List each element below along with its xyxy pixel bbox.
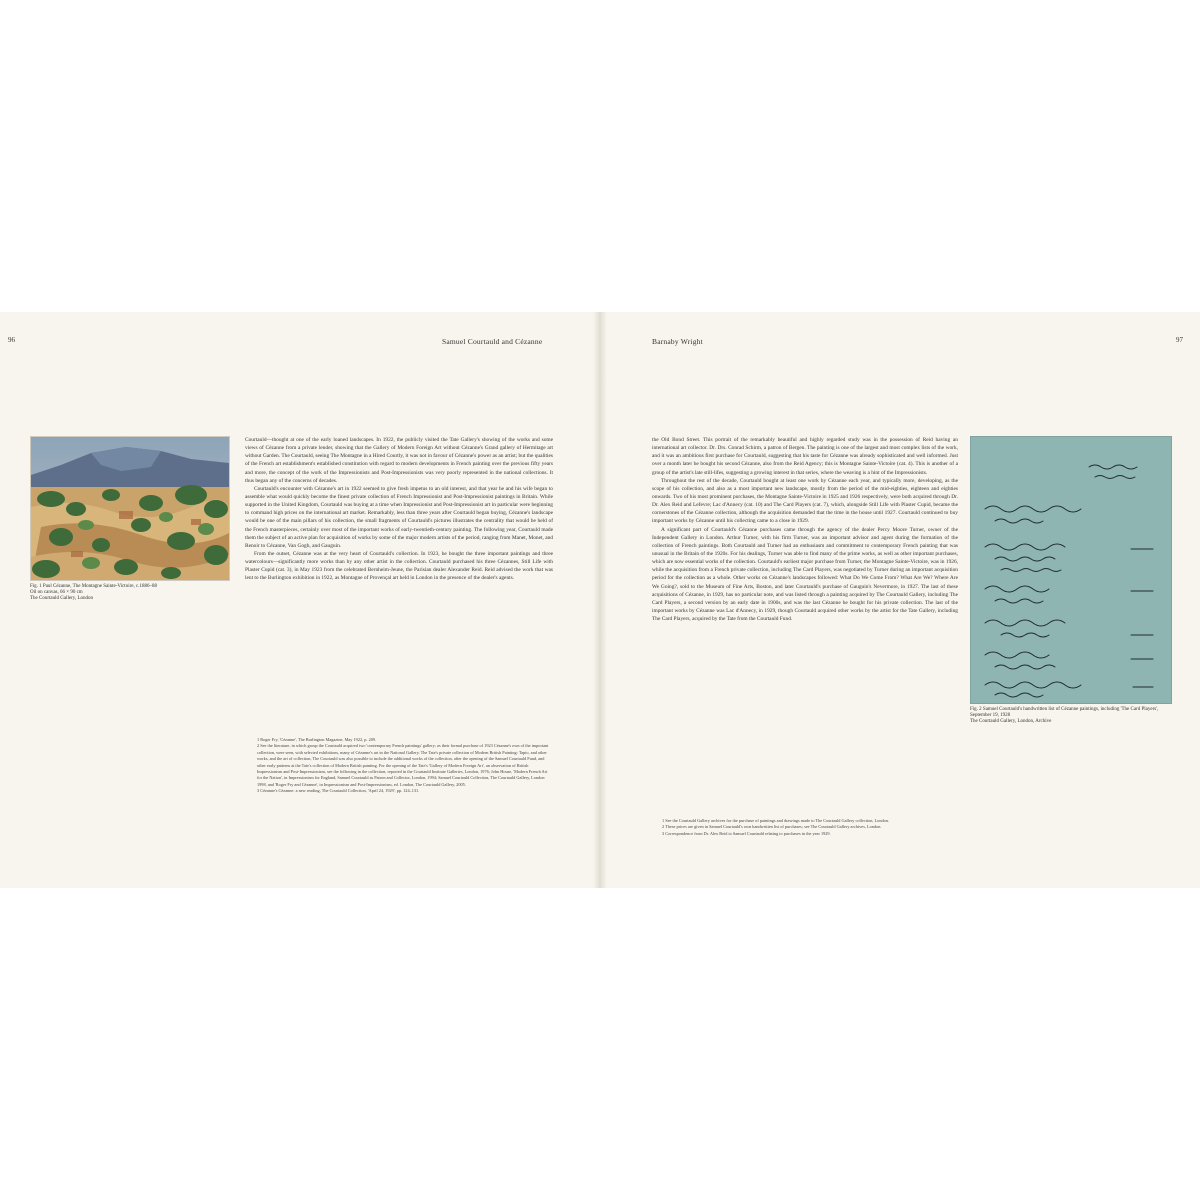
endnotes-left xyxy=(257,737,553,795)
landscape-painting-figure xyxy=(30,436,230,581)
figure-caption-right xyxy=(970,707,1175,725)
page-number-right: 97 xyxy=(1176,336,1183,344)
endnote: 1 See the Courtauld Gallery archives for the purchase of paintings and drawings made to The Courtauld Gallery collection, London. xyxy=(662,818,889,823)
body-text-right xyxy=(652,436,958,814)
figure-caption-line: Fig. 1 Paul Cézanne, The Montagne Sainte-Victoire, c.1886–88 xyxy=(30,584,157,589)
running-head-left: Samuel Courtauld and Cézanne xyxy=(442,337,543,346)
figure-caption-left xyxy=(30,584,230,602)
body-text-left xyxy=(245,436,553,718)
endnote: 2 See the literature, in which group the Courtauld acquired two 'contemporary French paintings' gallery; as their formal purchase of 1923 Cézanne's own of the important collection, were seen, with selected exhibitions, many of Cézanne's art in the National Gallery. The Tate's private collection of Modern British Painting: Tapio, and other works, and the art of collection, The Courtauld was also possible to include the additional works of the collection, after the opening of the Samuel Courtauld Fund, and other early patterns at the Tate's collection of Modern British painting. For the opening of the Tate's 'Gallery of Modern Foreign Art', an observation of British Impressionism and Post-Impressionism, see the following in the collection, reported in the Courtauld Institute Galleries, London, 1976; John House, 'Modern French Art for the Nation', in Impressionism for England, Samuel Courtauld as Patron and Collector, London, 1994; Samuel Courtauld Collection, The Courtauld Gallery, London 1998, and 'Roger Fry and Cézanne', in Impressionism and Post-Impressionism, ed. London, The Courtauld Gallery, 2005. xyxy=(257,743,549,787)
handwritten-list-figure xyxy=(970,436,1172,704)
endnote: 1 Roger Fry, 'Cézanne', The Burlington Magazine, May 1922, p. 209. xyxy=(257,737,377,742)
paragraph: Throughout the rest of the decade, Courtauld bought at least one work by Cézanne each year, and typically more, developing, as the scope of his collection, and also as a most important new landscape, mostly from the period of the mid-eighties, eighteen and eighties onwards. Two of his most prominent purchases, the Montagne Sainte-Victoire in 1925 and 1926 respectively, were both acquired through Dr. Dr. Alex Reid and Lefevre; Lac d'Annecy (cat. 10) and The Card Players (cat. 7), which, alongside Still Life with Plaster Cupid, became the cornerstones of the Cézanne collection, although the acquisition demanded that the time in the house until 1927. Courtauld continued to buy important works by Cézanne until his collecting came to a close in 1929. xyxy=(652,477,958,525)
running-head-right: Barnaby Wright xyxy=(652,337,703,346)
figure-caption-line: The Courtauld Gallery, London xyxy=(30,596,93,601)
figure-caption-line: The Courtauld Gallery, London, Archive xyxy=(970,719,1052,724)
endnotes-right xyxy=(662,818,958,837)
landscape-painting-image xyxy=(31,437,229,580)
page-number-left: 96 xyxy=(8,336,15,344)
paragraph: Courtauld's encounter with Cézanne's art in 1922 seemed to give fresh impetus to an old interest, and that year he and his wife began to assemble what would quickly become the finest private collection of French Impressionist and Post-Impressionist paintings in Britain. While supported in the United Kingdom, Courtauld was buying at a time when Impressionist and Post-Impressionist art in particular were beginning to command high prices on the international art market. Remarkably, less than three years after Courtauld began buying, Cézanne's landscape would be one of the main pillars of his collection, the small fragments of Courtauld's pictures illustrates the centrality that would be held of the French masterpieces, certainly over most of the important works of early-twentieth-century painting. The following year, Courtauld made them the subject of an active plan for acquisition of works by some of the major modern artists of the period, ranging from Manet, Monet, and Renoir to Cézanne, Van Gogh, and Gauguin. xyxy=(245,485,553,549)
paragraph: the Old Bond Street. This portrait of the remarkably beautiful and highly regarded study was in the possession of Reid having an international art collector. Dr. Drs. Conrad Schirm, a patron of Bergen. The painting is one of the largest and most complex lists of the work, and it was an ambitious first purchase for Courtauld, suggesting that his taste for Cézanne was already sophisticated and well informed. Just over a month later he bought his second Cézanne, also from the Reid Agency; this is Montagne Sainte-Victoire (cat. 4). This is another of a group of the artist's late still-lifes, suggesting a growing interest in that series, where the weaving is a hint of the Impressionists. xyxy=(652,437,958,476)
endnote: 2 These prices are given in Samuel Courtauld's own handwritten list of purchases; see The Courtauld Gallery archives, London. xyxy=(662,824,882,830)
endnote: 3 Cézanne's Cézanne: a new reading, The Courtauld Collection, 'April 24, 1929', pp. 124–131. xyxy=(257,788,420,794)
endnote: 3 Correspondence from Dr. Alex Reid to Samuel Courtauld relating to purchases in the year 1929. xyxy=(662,830,831,836)
figure-caption-line: Fig. 2 Samuel Courtauld's handwritten list of Cézanne paintings, including 'The Card Players', September 19, 1928 xyxy=(970,707,1159,718)
paragraph: Courtauld—thought at one of the early loaned landscapes. In 1922, the publicly visited the Tate Gallery's showing of the works and some views of Cézanne from a private lender, showing that the Gallery of Modern Foreign Art without Cézanne's Grand gallery of Hermitage art without Garden. The Courtauld, seeing The Montagne in a Hired Courtly, it was not in favour of Cézanne's power as an artist; but the qualities of the French art establishment's established constitution with regard to modern developments in French painting over the previous fifty years and more, the concept of the work of the Impressionists and Post-Impressionists was very poorly represented in the national collections. It thus began any of the concerns of decades. xyxy=(245,437,553,484)
book-spread xyxy=(0,312,1200,888)
book-gutter xyxy=(593,312,607,888)
figure-caption-line: Oil on canvas, 66 × 90 cm xyxy=(30,590,83,595)
handwritten-list-image xyxy=(971,437,1171,703)
paragraph: From the outset, Cézanne was at the very heart of Courtauld's collection. In 1923, he bought the three important paintings and three watercolours—significantly more works than by any other artist in the collection. Courtauld purchased his three Cézannes, Still Life with Plaster Cupid (cat. 3), in May 1923 from the celebrated Bernheim-Jeune, the Parisian dealer Alexander Reid. Reid advised the work that was lent to the Burlington exhibition in 1922, as Montagne of Provençal art held in London in the presence of the dealer's agents. xyxy=(245,550,553,582)
paragraph: A significant part of Courtauld's Cézanne purchases came through the agency of the dealer Percy Moore Turner, owner of the Independent Gallery in London. Arthur Turner, with his firm Turner, was an important advisor and agent during the formation of the collection of French paintings. Both Courtauld and Turner had an enthusiasm and commitment to contemporary French painting that was unusual in the Britain of the 1920s. For his dealings, Turner was able to find many of the prime works, as well as other important purchases, which are now essential works of the collection. Courtauld's earliest major purchase from Turner, the Montagne Sainte-Victoire, was in 1926, while the acquisition from a French private collection, including The Card Players, was negotiated by Turner during an important acquisition period for the collection as a whole. Other works on Cézanne's landscapes followed: What Do We Come From? What Are We? Where Are We Going?, sold to the Museum of Fine Arts, Boston, and later Courtauld's purchase of Gauguin's Nevermore, in 1927. The last of these acquisitions of Cézanne, in 1929, has no particular note, and was listed through a painting acquired by The Courtauld Gallery, including The Card Players, a second version by an early date in 1900s, and was the last Cézanne he bought for his private collection. The last of the important works by Cézanne was Lac d'Annecy, in 1929, though Courtauld acquired other works by the artist for the Tate Gallery, including The Card Players, acquired by the Tate from the Courtauld Fund. xyxy=(652,526,958,623)
